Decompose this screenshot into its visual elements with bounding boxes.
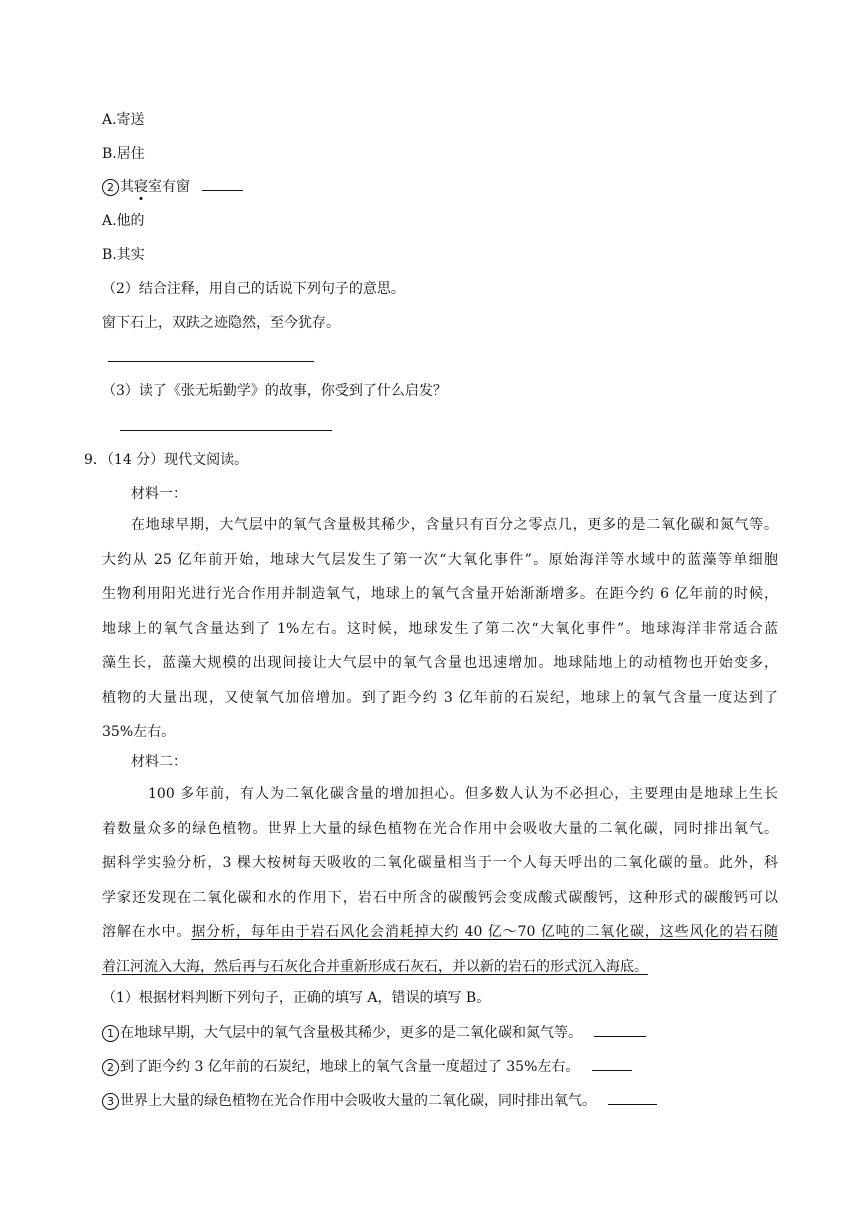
material-1-line: 藻生长，蓝藻大规模的出现间接让大气层中的氧气含量也迅速增加。地球陆地上的动植物也开始变多， [102, 655, 778, 671]
option-b-reside: B.居住 [102, 146, 145, 162]
answer-line-sub2[interactable] [108, 361, 314, 362]
material-2-line: 着数量众多的绿色植物。世界上大量的绿色植物在光合作用中会吸收大量的二氧化碳，同时排出氧气。 [102, 820, 778, 837]
answer-line-sub3[interactable] [120, 430, 332, 431]
option-b-actually: B.其实 [102, 247, 145, 263]
material-2-line-mixed [102, 915, 778, 950]
material-2-line: 学家还发现在二氧化碳和水的作用下，岩石中所含的碳酸钙会变成酸式碳酸钙，这种形式的碳酸钙可以 [102, 889, 778, 906]
option-a-his: A.他的 [102, 213, 145, 229]
material-1-line: 地球上的氧气含量达到了 1%左右。这时候，地球发生了第二次“大氧化事件”。地球海洋非常适合蓝 [102, 620, 778, 637]
sub-question-2: （2）结合注释，用自己的话说下列句子的意思。 [102, 281, 405, 297]
material-1-paragraph [102, 508, 778, 750]
circled-number: 3 [102, 1093, 119, 1110]
judge-item-text: 世界上大量的绿色植物在光合作用中会吸收大量的二氧化碳，同时排出氧气。 [120, 1093, 596, 1109]
material-2-line-underlined [102, 950, 778, 985]
circled-number: 2 [102, 1059, 119, 1076]
underlined-segment: 着江河流入大海，然后再与石灰化合并重新形成石灰石，并以新的岩石的形式沉入海底。 [102, 958, 648, 975]
underlined-segment: 据分析，每年由于岩石风化会消耗掉大约 40 亿～70 亿吨的二氧化碳，这些风化的岩石随 [191, 924, 779, 940]
judge-item-1 [102, 1022, 646, 1043]
sub-item-2 [102, 176, 243, 197]
question-9-header: 9．（14 分）现代文阅读。 [84, 452, 249, 468]
material-1-line: 生物利用阳光进行光合作用并制造氧气，地球上的氧气含量开始渐渐增多。在距今约 6 亿年前的时候， [102, 586, 778, 602]
judge-item-text: 在地球早期，大气层中的氧气含量极其稀少，更多的是二氧化碳和氮气等。 [120, 1025, 582, 1041]
judge-item-2 [102, 1056, 632, 1077]
circled-number: 1 [102, 1025, 119, 1042]
sub-item-2-text-pre: 其 [120, 179, 134, 195]
material-1-line: 植物的大量出现，又使氧气加倍增加。到了距今约 3 亿年前的石炭纪，地球上的氧气含量一度达到了 [102, 689, 778, 706]
sub-item-2-text-post: 室有窗 [148, 179, 190, 195]
material-2-line: 100 多年前，有人为二氧化碳含量的增加担心。但多数人认为不必担心，主要理由是地球上生长 [148, 786, 778, 802]
emphasis-dot-char: 寝 [134, 179, 148, 195]
material-2-label: 材料二： [131, 754, 187, 770]
circled-number: 2 [102, 179, 119, 196]
material-2-paragraph [102, 777, 778, 984]
material-1-line: 35%左右。 [102, 724, 176, 740]
material-2-line: 据科学实验分析，3 棵大桉树每天吸收的二氧化碳量相当于一个人每天呼出的二氧化碳的量。此外，科 [102, 855, 778, 871]
judge-item-text: 到了距今约 3 亿年前的石炭纪，地球上的氧气含量一度超过了 35%左右。 [120, 1059, 580, 1075]
material-1-line: 在地球早期，大气层中的氧气含量极其稀少，含量只有百分之零点几，更多的是二氧化碳和氮气等。 [131, 517, 778, 533]
plain-segment: 溶解在水中。 [102, 924, 192, 940]
judge-item-3 [102, 1090, 657, 1111]
answer-blank[interactable] [202, 176, 243, 191]
classical-sentence: 窗下石上，双趺之迹隐然，至今犹存。 [102, 315, 340, 331]
answer-blank[interactable] [594, 1022, 646, 1037]
answer-blank[interactable] [608, 1090, 657, 1105]
material-1-line: 大约从 25 亿年前开始，地球大气层发生了第一次“大氧化事件”。原始海洋等水域中的蓝藻等单细胞 [102, 551, 778, 568]
answer-blank[interactable] [592, 1056, 632, 1071]
sub-question-1: （1）根据材料判断下列句子，正确的填写 A，错误的填写 B。 [102, 990, 491, 1006]
sub-question-3: （3）读了《张无垢勤学》的故事，你受到了什么启发？ [102, 383, 447, 399]
option-a-send: A.寄送 [102, 112, 145, 128]
material-1-label: 材料一： [131, 486, 187, 502]
